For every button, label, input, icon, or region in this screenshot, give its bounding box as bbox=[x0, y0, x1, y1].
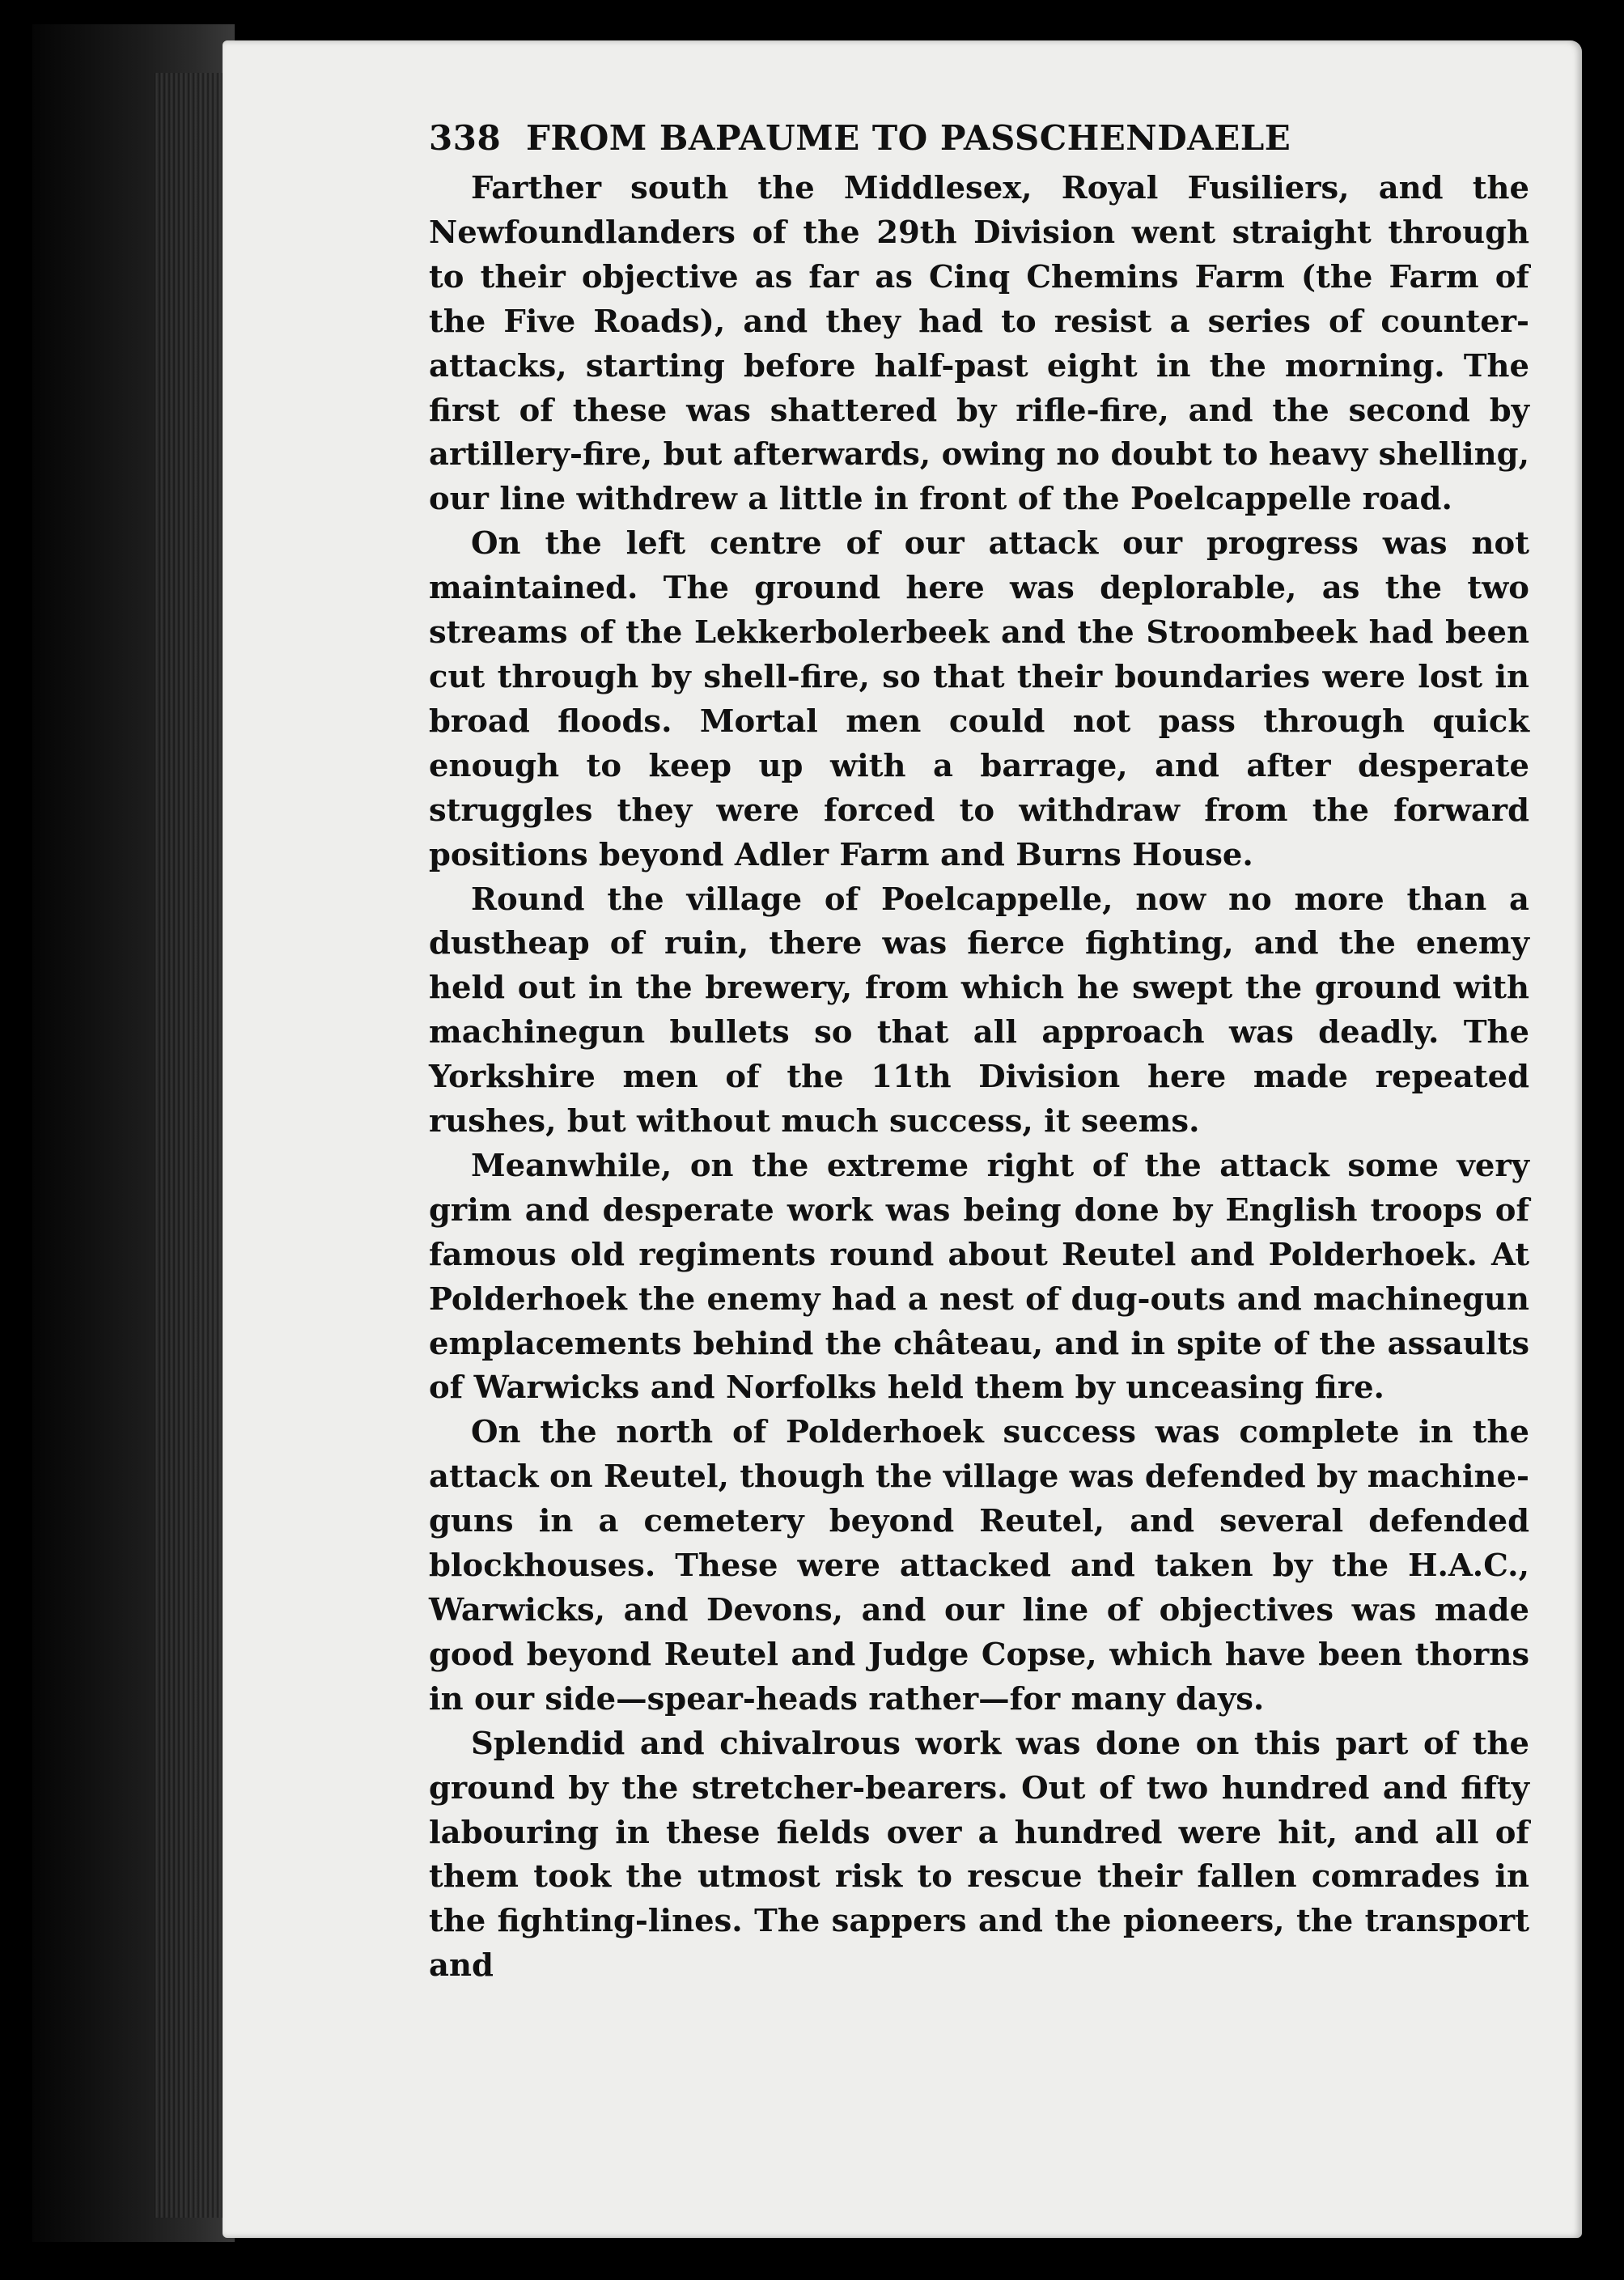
running-title: FROM BAPAUME TO PASSCHENDAELE bbox=[526, 118, 1291, 158]
paragraph: Round the village of Poelcappelle, now no more than a dustheap of ruin, there was fierce fighting, and the enemy held out in the brewery, from which he swept the ground with machinegun bullets so that all approach was deadly. The Yorkshire men of the 11th Division here made repeated rushes, but without much success, it seems. bbox=[429, 881, 1529, 1140]
paragraph: On the left centre of our attack our progress was not maintained. The ground here was deplorable, as the two streams of the Lekkerbolerbeek and the Stroombeek had been cut through by shell-fire, so that their boundaries were lost in broad floods. Mortal men could not pass through quick enough to keep up with a barrage, and after desperate struggles they were forced to withdraw from the forward positions beyond Adler Farm and Burns House. bbox=[429, 525, 1529, 873]
paragraph: Meanwhile, on the extreme right of the attack some very grim and desperate work was being done by English troops of famous old regiments round about Reutel and Polderhoek. At Polderhoek the enemy had a nest of dug-outs and machinegun emplacements behind the château, and in spite of the assaults of Warwicks and Norfolks held them by unceasing fire. bbox=[429, 1147, 1529, 1407]
book-page bbox=[223, 40, 1582, 2238]
page-content bbox=[429, 113, 1529, 1989]
paragraph: Splendid and chivalrous work was done on this part of the ground by the stretcher-bearers. Out of two hundred and fifty labouring in these fields over a hundred were hit, and all of them took the utmost risk to rescue their fallen comrades in the fighting-lines. The sappers and the pioneers, the transport and bbox=[429, 1725, 1529, 1985]
page-edges bbox=[154, 73, 227, 2218]
running-head bbox=[429, 113, 1529, 163]
paragraph: On the north of Polderhoek success was complete in the attack on Reutel, though the village was defended by machine-guns in a cemetery beyond Reutel, and several defended blockhouses. These were attacked and taken by the H.A.C., Warwicks, and Devons, and our line of objectives was made good beyond Reutel and Judge Copse, which have been thorns in our side—spear-heads rather—for many days. bbox=[429, 1414, 1529, 1717]
page-number: 338 bbox=[429, 118, 502, 158]
paragraph: Farther south the Middlesex, Royal Fusiliers, and the Newfoundlanders of the 29th Division went straight through to their objective as far as Cinq Chemins Farm (the Farm of the Five Roads), and they had to resist a series of counter-attacks, starting before half-past eight in the morning. The first of these was shattered by rifle-fire, and the second by artillery-fire, but afterwards, owing no doubt to heavy shelling, our line withdrew a little in front of the Poelcappelle road. bbox=[429, 170, 1529, 518]
